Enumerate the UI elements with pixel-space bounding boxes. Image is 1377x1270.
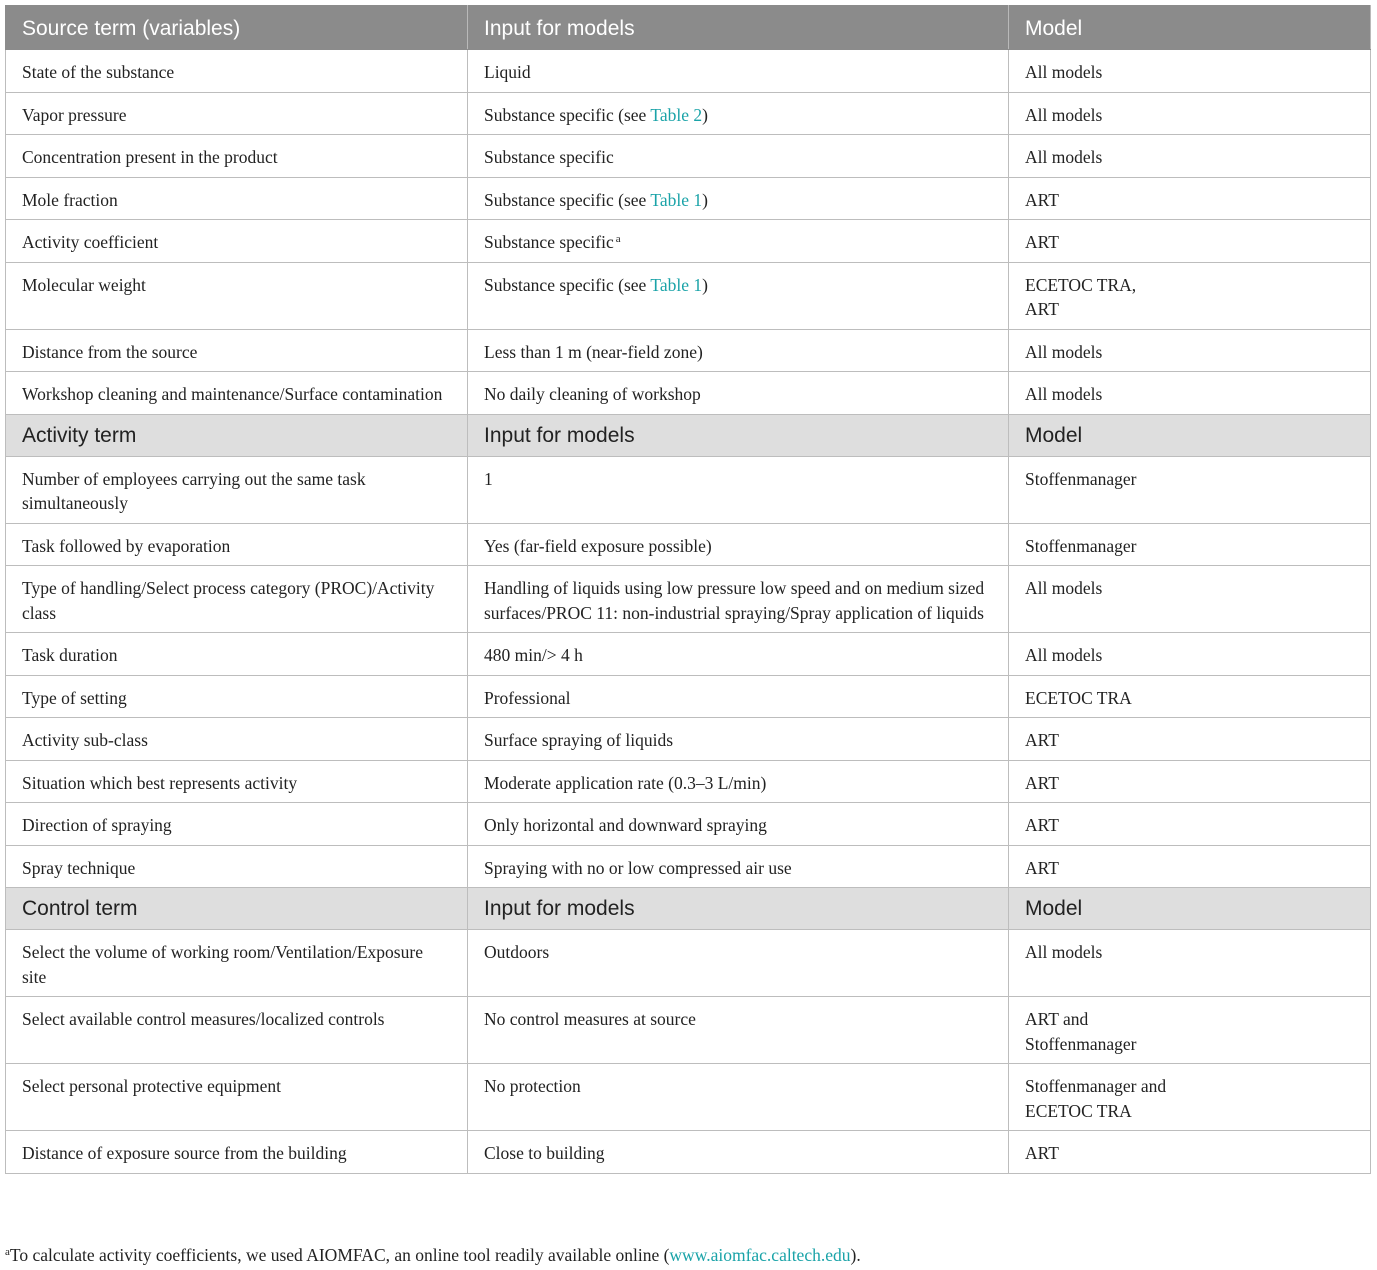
column-header: Model bbox=[1009, 6, 1371, 50]
table-body bbox=[6, 50, 1371, 1174]
model-cell bbox=[1009, 1064, 1371, 1131]
model-line: ART and bbox=[1025, 1009, 1089, 1029]
variable-cell: Molecular weight bbox=[6, 262, 468, 329]
table-row bbox=[6, 135, 1371, 178]
variable-cell: Spray technique bbox=[6, 845, 468, 888]
input-text: No protection bbox=[484, 1076, 581, 1096]
table-row bbox=[6, 456, 1371, 523]
input-cell bbox=[468, 930, 1009, 997]
section-header-cell: Control term bbox=[6, 888, 468, 930]
table-row bbox=[6, 220, 1371, 263]
input-cell bbox=[468, 1064, 1009, 1131]
input-text-end: ) bbox=[702, 189, 708, 210]
table-reference-link[interactable]: Table 2 bbox=[650, 104, 703, 125]
model-line: ECETOC TRA, bbox=[1025, 274, 1137, 295]
model-cell: All models bbox=[1009, 633, 1371, 676]
variable-cell: State of the substance bbox=[6, 50, 468, 93]
model-cell: ART bbox=[1009, 803, 1371, 846]
table-row bbox=[6, 997, 1371, 1064]
input-text: No daily cleaning of workshop bbox=[484, 384, 701, 404]
input-cell bbox=[468, 845, 1009, 888]
input-text: Substance specific bbox=[484, 147, 614, 167]
model-cell: All models bbox=[1009, 566, 1371, 633]
model-line: ECETOC TRA bbox=[1025, 1100, 1132, 1121]
variable-cell: Activity coefficient bbox=[6, 220, 468, 263]
table-footnote bbox=[5, 1244, 861, 1266]
model-cell: ART bbox=[1009, 845, 1371, 888]
variable-cell: Direction of spraying bbox=[6, 803, 468, 846]
input-text: Close to building bbox=[484, 1143, 605, 1163]
variable-cell: Distance of exposure source from the building bbox=[6, 1131, 468, 1174]
input-text: No control measures at source bbox=[484, 1009, 696, 1029]
table-row bbox=[6, 718, 1371, 761]
table-row bbox=[6, 1131, 1371, 1174]
table-row bbox=[6, 92, 1371, 135]
input-cell bbox=[468, 456, 1009, 523]
model-cell: ART bbox=[1009, 220, 1371, 263]
variable-cell: Number of employees carrying out the same task simultaneously bbox=[6, 456, 468, 523]
table-row bbox=[6, 1064, 1371, 1131]
model-cell: ECETOC TRA bbox=[1009, 675, 1371, 718]
section-header-cell: Input for models bbox=[468, 414, 1009, 456]
variable-cell: Select available control measures/localized controls bbox=[6, 997, 468, 1064]
section-header-row bbox=[6, 414, 1371, 456]
input-text: 480 min/> 4 h bbox=[484, 645, 583, 665]
input-cell bbox=[468, 718, 1009, 761]
section-header-cell: Input for models bbox=[468, 888, 1009, 930]
input-cell bbox=[468, 372, 1009, 415]
variable-cell: Type of handling/Select process category (PROC)/Activity class bbox=[6, 566, 468, 633]
input-text: Substance specific bbox=[484, 232, 614, 252]
input-cell bbox=[468, 177, 1009, 220]
input-cell bbox=[468, 92, 1009, 135]
variable-cell: Task duration bbox=[6, 633, 468, 676]
table-row bbox=[6, 177, 1371, 220]
table-row bbox=[6, 523, 1371, 566]
model-cell: ART bbox=[1009, 718, 1371, 761]
table-reference-link[interactable]: Table 1 bbox=[650, 189, 703, 210]
section-header-cell: Activity term bbox=[6, 414, 468, 456]
footnote-marker: a bbox=[615, 233, 621, 245]
table-row bbox=[6, 372, 1371, 415]
input-text-end: ) bbox=[702, 274, 708, 295]
input-cell bbox=[468, 675, 1009, 718]
footnote-mark: a bbox=[5, 1246, 10, 1258]
table-row bbox=[6, 329, 1371, 372]
variable-cell: Distance from the source bbox=[6, 329, 468, 372]
variable-cell: Situation which best represents activity bbox=[6, 760, 468, 803]
input-text: Moderate application rate (0.3–3 L/min) bbox=[484, 772, 767, 793]
input-text: Spraying with no or low compressed air use bbox=[484, 857, 792, 878]
input-text: 1 bbox=[484, 468, 493, 489]
table-row bbox=[6, 50, 1371, 93]
model-cell bbox=[1009, 262, 1371, 329]
variable-cell: Concentration present in the product bbox=[6, 135, 468, 178]
model-cell bbox=[1009, 997, 1371, 1064]
input-cell bbox=[468, 760, 1009, 803]
table-row bbox=[6, 845, 1371, 888]
column-header: Source term (variables) bbox=[6, 6, 468, 50]
exposure-model-inputs-table bbox=[5, 5, 1371, 1174]
variable-cell: Workshop cleaning and maintenance/Surface contamination bbox=[6, 372, 468, 415]
model-cell: All models bbox=[1009, 930, 1371, 997]
input-text: Only horizontal and downward spraying bbox=[484, 815, 767, 835]
variable-cell: Mole fraction bbox=[6, 177, 468, 220]
variable-cell: Select personal protective equipment bbox=[6, 1064, 468, 1131]
model-cell: Stoffenmanager bbox=[1009, 456, 1371, 523]
table-row bbox=[6, 760, 1371, 803]
input-text: Substance specific (see bbox=[484, 104, 651, 125]
input-text: Handling of liquids using low pressure low speed and on medium sized surfaces/PROC 11: non-industrial spraying/Spray application of liquids bbox=[484, 578, 985, 623]
input-cell bbox=[468, 566, 1009, 633]
model-cell: All models bbox=[1009, 372, 1371, 415]
input-cell bbox=[468, 262, 1009, 329]
variable-cell: Activity sub-class bbox=[6, 718, 468, 761]
section-header-row bbox=[6, 888, 1371, 930]
model-cell: Stoffenmanager bbox=[1009, 523, 1371, 566]
footnote-link[interactable]: www.aiomfac.caltech.edu bbox=[669, 1245, 851, 1265]
model-cell: ART bbox=[1009, 760, 1371, 803]
input-cell bbox=[468, 997, 1009, 1064]
model-cell: All models bbox=[1009, 329, 1371, 372]
model-cell: All models bbox=[1009, 50, 1371, 93]
table-header-row bbox=[6, 6, 1371, 50]
variable-cell: Vapor pressure bbox=[6, 92, 468, 135]
table-row bbox=[6, 930, 1371, 997]
section-header-cell: Model bbox=[1009, 888, 1371, 930]
input-cell bbox=[468, 523, 1009, 566]
model-line: Stoffenmanager bbox=[1025, 1033, 1137, 1054]
input-cell bbox=[468, 135, 1009, 178]
column-header: Input for models bbox=[468, 6, 1009, 50]
input-cell bbox=[468, 633, 1009, 676]
table-row bbox=[6, 675, 1371, 718]
input-text: Liquid bbox=[484, 62, 531, 82]
model-line: ART bbox=[1025, 299, 1059, 319]
footnote-text: To calculate activity coefficients, we used AIOMFAC, an online tool readily available online ( bbox=[9, 1245, 670, 1265]
model-cell: ART bbox=[1009, 177, 1371, 220]
table-row bbox=[6, 262, 1371, 329]
variable-cell: Task followed by evaporation bbox=[6, 523, 468, 566]
variable-cell: Select the volume of working room/Ventilation/Exposure site bbox=[6, 930, 468, 997]
table-row bbox=[6, 803, 1371, 846]
table-reference-link[interactable]: Table 1 bbox=[650, 274, 703, 295]
table-row bbox=[6, 566, 1371, 633]
input-cell bbox=[468, 220, 1009, 263]
input-cell bbox=[468, 329, 1009, 372]
section-header-cell: Model bbox=[1009, 414, 1371, 456]
input-cell bbox=[468, 1131, 1009, 1174]
table-row bbox=[6, 633, 1371, 676]
input-cell bbox=[468, 803, 1009, 846]
model-cell: ART bbox=[1009, 1131, 1371, 1174]
input-text: Substance specific (see bbox=[484, 274, 651, 295]
variable-cell: Type of setting bbox=[6, 675, 468, 718]
model-line: Stoffenmanager and bbox=[1025, 1076, 1167, 1096]
input-cell bbox=[468, 50, 1009, 93]
model-cell: All models bbox=[1009, 92, 1371, 135]
input-text: Professional bbox=[484, 687, 571, 708]
model-cell: All models bbox=[1009, 135, 1371, 178]
input-text: Surface spraying of liquids bbox=[484, 730, 674, 750]
input-text: Less than 1 m (near-field zone) bbox=[484, 341, 703, 362]
footnote-text-end: ). bbox=[850, 1245, 861, 1265]
input-text: Yes (far-field exposure possible) bbox=[484, 535, 712, 556]
input-text: Outdoors bbox=[484, 942, 550, 962]
input-text: Substance specific (see bbox=[484, 189, 651, 210]
input-text-end: ) bbox=[702, 104, 708, 125]
